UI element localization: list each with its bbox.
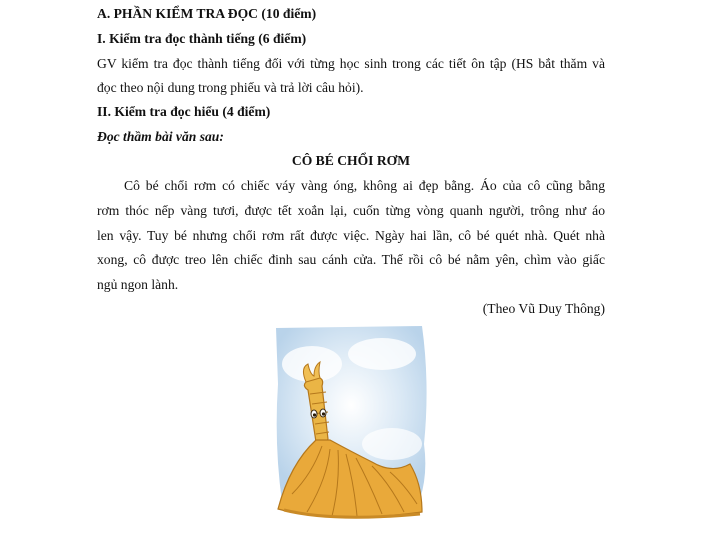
story-line: ngủ ngon lành. [97, 277, 179, 292]
reading-instruction: Đọc thầm bài văn sau: [97, 129, 224, 144]
story-source: (Theo Vũ Duy Thông) [482, 301, 605, 316]
part-1-text-line: đọc theo nội dung trong phiếu và trả lời câu hỏi). [97, 80, 364, 95]
part-1-heading: I. Kiểm tra đọc thành tiếng (6 điểm) [97, 31, 307, 46]
story-title: CÔ BÉ CHỔI RƠM [291, 153, 411, 168]
part-1-text-line: GV kiểm tra đọc thành tiếng đối với từng học sinh trong các tiết ôn tập (HS bắt thăm và [97, 56, 605, 71]
straw-broom-girl-icon [272, 324, 432, 529]
part-2-heading: II. Kiểm tra đọc hiểu (4 điểm) [97, 104, 271, 119]
section-a-title: A. PHẦN KIỂM TRA ĐỌC (10 điểm) [97, 6, 317, 21]
story-line: xong, cô được treo lên chiếc đinh sau cánh cửa. Thế rồi cô bé nằm yên, chìm vào giấc [97, 252, 605, 267]
story-line: len vậy. Tuy bé nhưng chổi rơm rất được việc. Ngày hai lần, cô bé quét nhà. Quét nhà [97, 228, 605, 243]
story-line: Cô bé chổi rơm có chiếc váy vàng óng, không ai đẹp bằng. Áo của cô cũng bằng [124, 178, 605, 193]
story-line: rơm thóc nếp vàng tươi, được tết xoắn lại, cuốn từng vòng quanh người, trông như áo [97, 203, 605, 218]
